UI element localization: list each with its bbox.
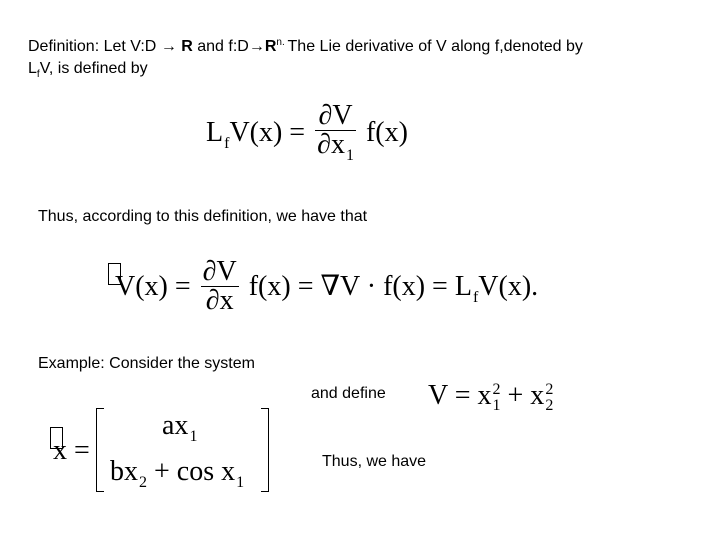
eq4-row2a: bx [110,456,138,487]
eq1-rhs: f(x) [365,116,408,148]
equation-vdot [108,256,539,317]
eq2-numerator: ∂V [202,256,237,287]
matrix-row-2 [110,456,245,491]
thus-text: Thus, according to this definition, we have that [38,208,368,225]
definition-line-2 [28,59,148,81]
definition-text-tail: V, is defined by [39,60,148,77]
eq4-row2-subscript-1: 2 [139,474,147,491]
eq4-row1-subscript: 1 [189,428,198,445]
eq1-denominator: $\partial x_1$ [317,129,354,164]
eq2-end: V(x). [478,270,539,302]
eq3-subsup-2 [545,382,553,414]
equation-lie-derivative-definition [206,100,408,165]
equation-v-definition [428,381,553,414]
arrow-icon: → [248,38,265,55]
eq4-row1: ax [162,410,189,441]
missing-glyph-icon [50,427,63,449]
eq1-L: L [206,116,224,148]
eq2-mid: f(x) = ∇V · f(x) = L [248,270,472,302]
reals-symbol: R [264,38,277,55]
left-bracket [96,408,104,492]
eq3-lhs: V = x [428,380,492,411]
eq3-index-1: 1 [492,396,501,414]
arrow-icon: → [160,38,177,55]
eq1-den-subscript: 1 [345,147,354,164]
eq1-subscript: f [224,134,230,152]
eq4-lhs-wrap [50,436,90,466]
eq4-lhs: x = [53,435,90,466]
define-text: and define [311,385,386,402]
matrix-row-1 [162,410,198,445]
eq4-row2b: + cos x [147,456,236,487]
eq1-fraction [315,102,356,163]
definition-text-c: and f:D [192,38,249,55]
reals-symbol: R [176,38,193,55]
missing-glyph-icon [108,263,121,285]
eq3-plus: + x [500,380,545,411]
eq1-lhs: V(x) = [229,116,306,148]
thus-have-text: Thus, we have [322,453,427,470]
eq2-denominator: ∂x [205,285,234,316]
eq3-subsup-1 [493,382,501,414]
eq3-index-2: 2 [545,396,554,414]
definition-line-1 [28,37,583,59]
lie-subscript: f [36,69,40,80]
eq3-power-1: 2 [492,380,501,398]
eq4-row2-subscript-2: 1 [236,474,245,491]
eq2-fraction [201,258,239,315]
definition-text-a: Definition: Let V:D [28,38,161,55]
eq1-numerator: ∂V [315,102,356,131]
eq3-power-2: 2 [545,380,554,398]
definition-text-f: The Lie derivative of V along f,denoted by [287,38,583,55]
right-bracket [261,408,269,492]
lie-L: L [28,60,37,77]
exponent-n: n. [276,37,288,48]
eq2-lhs: V(x) = [115,270,191,302]
example-text: Example: Consider the system [38,355,255,372]
eq2-subscript: f [472,288,479,306]
